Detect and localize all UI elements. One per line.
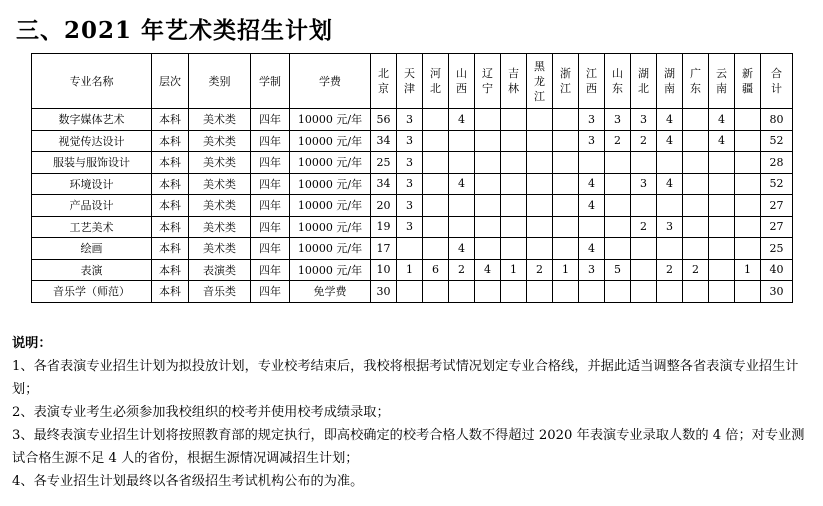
cell-count: 3 [397, 130, 423, 152]
cell-total: 28 [761, 152, 793, 174]
cell-count [553, 216, 579, 238]
cell-count: 3 [631, 109, 657, 131]
cell-count: 4 [579, 195, 605, 217]
notes-heading: 说明： [12, 336, 52, 351]
cell-count: 6 [423, 259, 449, 281]
cell-count [553, 109, 579, 131]
header-category: 类别 [189, 54, 251, 109]
table-row [32, 109, 793, 131]
cell-count: 2 [449, 259, 475, 281]
cell-count [709, 259, 735, 281]
cell-count [397, 281, 423, 303]
cell-count: 3 [397, 152, 423, 174]
cell-count [423, 195, 449, 217]
cell-total: 40 [761, 259, 793, 281]
cell-category: 美术类 [189, 173, 251, 195]
header-duration: 学制 [251, 54, 290, 109]
header-province: 山 东 [605, 54, 631, 109]
cell-count [735, 195, 761, 217]
cell-fee: 10000 元/年 [290, 109, 371, 131]
cell-count [527, 130, 553, 152]
cell-count [631, 152, 657, 174]
cell-count: 3 [631, 173, 657, 195]
cell-major: 服装与服饰设计 [32, 152, 152, 174]
cell-count: 1 [553, 259, 579, 281]
cell-level: 本科 [152, 238, 189, 260]
cell-level: 本科 [152, 130, 189, 152]
cell-count [735, 173, 761, 195]
cell-count [631, 281, 657, 303]
cell-count [527, 281, 553, 303]
cell-major: 视觉传达设计 [32, 130, 152, 152]
cell-level: 本科 [152, 216, 189, 238]
cell-count: 4 [657, 173, 683, 195]
cell-count: 3 [657, 216, 683, 238]
cell-major: 绘画 [32, 238, 152, 260]
cell-count [501, 216, 527, 238]
cell-count [527, 152, 553, 174]
cell-count: 1 [735, 259, 761, 281]
cell-count [423, 281, 449, 303]
cell-count [683, 281, 709, 303]
notes-section [12, 332, 812, 493]
cell-count [423, 238, 449, 260]
cell-count [709, 281, 735, 303]
cell-count [553, 152, 579, 174]
cell-count [605, 216, 631, 238]
cell-count [397, 238, 423, 260]
cell-major: 工艺美术 [32, 216, 152, 238]
cell-count [579, 152, 605, 174]
cell-total: 80 [761, 109, 793, 131]
cell-count [735, 216, 761, 238]
cell-category: 美术类 [189, 109, 251, 131]
header-province: 吉 林 [501, 54, 527, 109]
cell-fee: 10000 元/年 [290, 173, 371, 195]
cell-count [475, 109, 501, 131]
cell-count [735, 109, 761, 131]
cell-count: 4 [449, 238, 475, 260]
cell-count [475, 195, 501, 217]
cell-count [579, 216, 605, 238]
header-province: 湖 南 [657, 54, 683, 109]
header-major: 专业名称 [32, 54, 152, 109]
cell-count [501, 173, 527, 195]
cell-count [475, 173, 501, 195]
header-province: 天 津 [397, 54, 423, 109]
cell-fee: 10000 元/年 [290, 259, 371, 281]
cell-count [631, 238, 657, 260]
cell-count [553, 173, 579, 195]
cell-fee: 10000 元/年 [290, 152, 371, 174]
cell-duration: 四年 [251, 173, 290, 195]
cell-count [475, 130, 501, 152]
cell-count: 2 [683, 259, 709, 281]
cell-count: 25 [371, 152, 397, 174]
cell-count [683, 195, 709, 217]
cell-duration: 四年 [251, 281, 290, 303]
cell-count [449, 281, 475, 303]
cell-count [527, 173, 553, 195]
cell-count [553, 238, 579, 260]
cell-count: 19 [371, 216, 397, 238]
cell-count [501, 195, 527, 217]
cell-count [553, 130, 579, 152]
cell-count: 34 [371, 173, 397, 195]
table-row [32, 173, 793, 195]
table-row [32, 216, 793, 238]
cell-count: 4 [475, 259, 501, 281]
cell-count [683, 109, 709, 131]
cell-count [605, 173, 631, 195]
cell-count [449, 195, 475, 217]
cell-count: 3 [605, 109, 631, 131]
cell-count [683, 238, 709, 260]
cell-count: 3 [579, 259, 605, 281]
table-row [32, 195, 793, 217]
cell-level: 本科 [152, 195, 189, 217]
cell-count: 1 [501, 259, 527, 281]
cell-count [501, 109, 527, 131]
cell-count: 4 [449, 109, 475, 131]
cell-count [449, 152, 475, 174]
note-item: 2、表演专业考生必须参加我校组织的校考并使用校考成绩录取； [12, 405, 390, 420]
cell-count [657, 281, 683, 303]
cell-major: 音乐学（师范） [32, 281, 152, 303]
cell-count: 4 [709, 109, 735, 131]
cell-count [501, 281, 527, 303]
cell-category: 美术类 [189, 152, 251, 174]
cell-fee: 10000 元/年 [290, 195, 371, 217]
cell-count [501, 238, 527, 260]
cell-total: 30 [761, 281, 793, 303]
cell-count [683, 152, 709, 174]
cell-count: 17 [371, 238, 397, 260]
cell-count: 3 [579, 130, 605, 152]
cell-count [683, 216, 709, 238]
cell-count: 2 [631, 130, 657, 152]
header-level: 层次 [152, 54, 189, 109]
cell-count [735, 281, 761, 303]
cell-count [449, 130, 475, 152]
table-row [32, 152, 793, 174]
table-row [32, 130, 793, 152]
cell-duration: 四年 [251, 152, 290, 174]
cell-count: 4 [579, 238, 605, 260]
cell-count [631, 259, 657, 281]
cell-count: 2 [631, 216, 657, 238]
cell-count [423, 152, 449, 174]
header-province: 北 京 [371, 54, 397, 109]
cell-count [501, 130, 527, 152]
cell-fee: 免学费 [290, 281, 371, 303]
cell-count: 4 [579, 173, 605, 195]
cell-count [475, 216, 501, 238]
header-province: 辽 宁 [475, 54, 501, 109]
enrollment-plan-table [31, 53, 793, 303]
cell-count [709, 216, 735, 238]
cell-count [527, 238, 553, 260]
cell-duration: 四年 [251, 259, 290, 281]
cell-fee: 10000 元/年 [290, 130, 371, 152]
cell-count [657, 238, 683, 260]
cell-count: 56 [371, 109, 397, 131]
cell-count [709, 152, 735, 174]
cell-count: 5 [605, 259, 631, 281]
cell-count: 3 [397, 173, 423, 195]
cell-total: 25 [761, 238, 793, 260]
cell-fee: 10000 元/年 [290, 238, 371, 260]
cell-category: 美术类 [189, 195, 251, 217]
cell-major: 环境设计 [32, 173, 152, 195]
cell-level: 本科 [152, 173, 189, 195]
cell-count [709, 238, 735, 260]
header-province: 广 东 [683, 54, 709, 109]
cell-count: 34 [371, 130, 397, 152]
cell-count: 2 [605, 130, 631, 152]
cell-count [709, 195, 735, 217]
cell-count [683, 130, 709, 152]
cell-category: 美术类 [189, 130, 251, 152]
cell-count: 30 [371, 281, 397, 303]
cell-count [475, 238, 501, 260]
cell-total: 52 [761, 173, 793, 195]
cell-count: 3 [579, 109, 605, 131]
cell-count: 20 [371, 195, 397, 217]
cell-count [475, 281, 501, 303]
cell-count: 3 [397, 109, 423, 131]
table-row [32, 238, 793, 260]
cell-total: 27 [761, 216, 793, 238]
cell-count [657, 195, 683, 217]
cell-count [423, 130, 449, 152]
header-province: 黑 龙 江 [527, 54, 553, 109]
cell-major: 数字媒体艺术 [32, 109, 152, 131]
cell-count: 4 [657, 109, 683, 131]
cell-category: 美术类 [189, 216, 251, 238]
cell-count [735, 238, 761, 260]
cell-count: 10 [371, 259, 397, 281]
cell-level: 本科 [152, 109, 189, 131]
cell-count [709, 173, 735, 195]
table-row [32, 259, 793, 281]
cell-count [423, 173, 449, 195]
cell-level: 本科 [152, 259, 189, 281]
cell-count [657, 152, 683, 174]
cell-count [527, 216, 553, 238]
table-row [32, 281, 793, 303]
cell-count [553, 281, 579, 303]
cell-level: 本科 [152, 281, 189, 303]
cell-count [527, 109, 553, 131]
note-item: 4、各专业招生计划最终以各省级招生考试机构公布的为准。 [12, 474, 364, 489]
cell-count [631, 195, 657, 217]
cell-count [735, 152, 761, 174]
cell-count: 1 [397, 259, 423, 281]
cell-count: 4 [709, 130, 735, 152]
cell-count: 3 [397, 195, 423, 217]
note-item: 3、最终表演专业招生计划将按照教育部的规定执行，即高校确定的校考合格人数不得超过 2020 年表演专业录取人数的 4 倍；对专业测试合格生源不足 4 人的省份，根据生源情况调减招生计划； [12, 428, 805, 466]
header-province: 湖 北 [631, 54, 657, 109]
cell-duration: 四年 [251, 130, 290, 152]
cell-count: 2 [527, 259, 553, 281]
cell-count [553, 195, 579, 217]
cell-count [605, 195, 631, 217]
header-fee: 学费 [290, 54, 371, 109]
cell-count [579, 281, 605, 303]
cell-count: 2 [657, 259, 683, 281]
cell-count [423, 109, 449, 131]
cell-category: 音乐类 [189, 281, 251, 303]
cell-fee: 10000 元/年 [290, 216, 371, 238]
cell-level: 本科 [152, 152, 189, 174]
header-province: 云 南 [709, 54, 735, 109]
cell-count [605, 152, 631, 174]
header-total: 合 计 [761, 54, 793, 109]
table-body [32, 109, 793, 303]
header-province: 新 疆 [735, 54, 761, 109]
cell-count [527, 195, 553, 217]
cell-total: 27 [761, 195, 793, 217]
cell-count: 4 [449, 173, 475, 195]
header-province: 河 北 [423, 54, 449, 109]
cell-duration: 四年 [251, 238, 290, 260]
cell-count [449, 216, 475, 238]
note-item: 1、各省表演专业招生计划为拟投放计划，专业校考结束后，我校将根据考试情况划定专业合格线，并据此适当调整各省表演专业招生计划； [12, 359, 799, 397]
cell-count: 4 [657, 130, 683, 152]
cell-count [735, 130, 761, 152]
cell-category: 美术类 [189, 238, 251, 260]
cell-duration: 四年 [251, 109, 290, 131]
cell-count [501, 152, 527, 174]
header-province: 浙 江 [553, 54, 579, 109]
cell-major: 产品设计 [32, 195, 152, 217]
cell-count [423, 216, 449, 238]
header-province: 山 西 [449, 54, 475, 109]
cell-count [605, 238, 631, 260]
cell-count [605, 281, 631, 303]
notes-list [12, 355, 812, 493]
page-title: 三、2021 年艺术类招生计划 [16, 17, 334, 44]
cell-duration: 四年 [251, 195, 290, 217]
cell-count [683, 173, 709, 195]
cell-duration: 四年 [251, 216, 290, 238]
table-header-row [32, 54, 793, 109]
cell-major: 表演 [32, 259, 152, 281]
cell-total: 52 [761, 130, 793, 152]
cell-count [475, 152, 501, 174]
cell-count: 3 [397, 216, 423, 238]
cell-category: 表演类 [189, 259, 251, 281]
header-province: 江 西 [579, 54, 605, 109]
